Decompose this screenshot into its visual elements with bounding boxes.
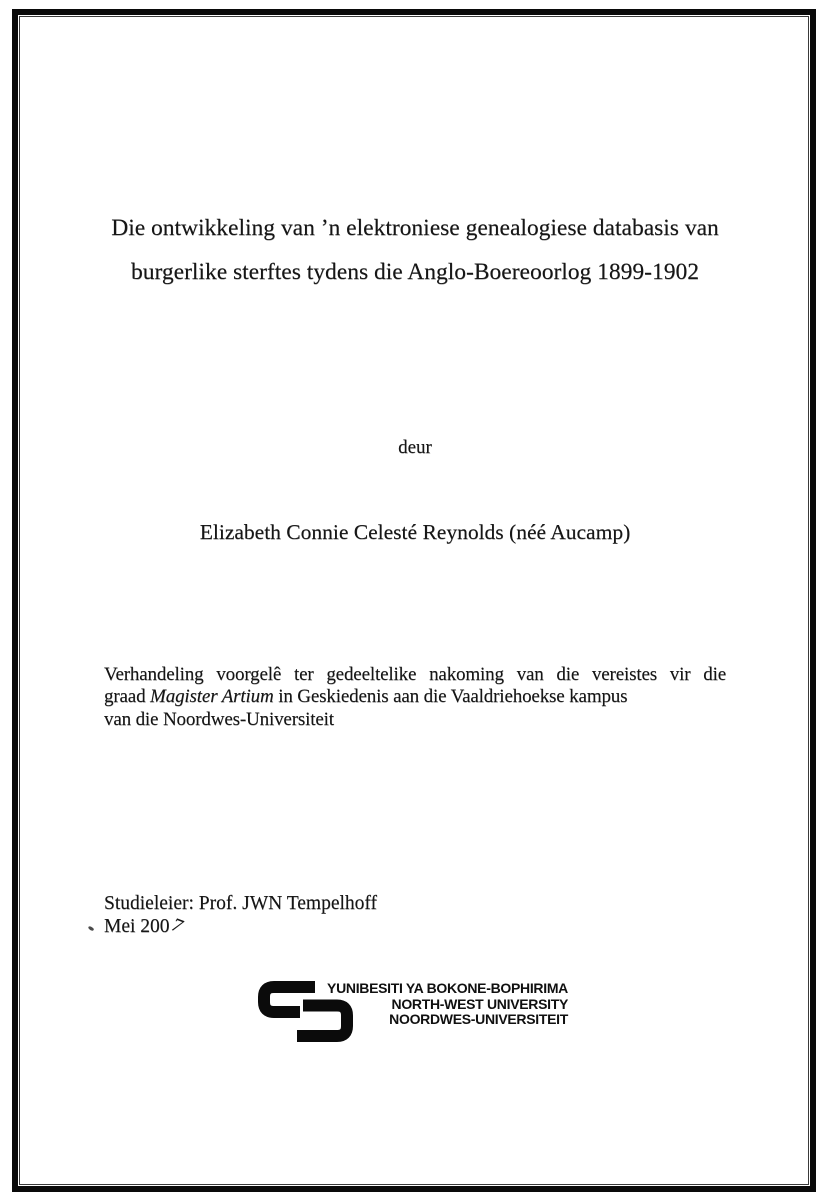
submission-statement <box>104 664 726 731</box>
date-line <box>104 916 377 939</box>
thesis-title-line2: burgerlike sterftes tydens die Anglo-Boereoorlog 1899-1902 <box>130 259 700 285</box>
supervisor-and-date <box>104 893 377 938</box>
supervisor-line: Studieleier: Prof. JWN Tempelhoff <box>104 893 378 914</box>
submission-line1: Verhandeling voorgelê ter gedeeltelike nakoming van die vereistes vir die <box>104 664 726 685</box>
university-name-afrikaans: NOORDWES-UNIVERSITEIT <box>389 1011 568 1027</box>
submission-line3: van die Noordwes-Universiteit <box>104 708 334 730</box>
university-name-lockup <box>327 981 568 1028</box>
submission-line2-suffix: in Geskiedenis aan die Vaaldriehoekse kampus <box>273 686 628 708</box>
submission-line2 <box>104 686 726 708</box>
date-last-digit-artifact: 7 <box>166 914 187 937</box>
degree-name-italic: Magister Artium <box>150 686 274 708</box>
thesis-title <box>104 206 726 294</box>
university-name-setswana: YUNIBESITI YA BOKONE-BOPHIRIMA <box>327 980 568 996</box>
author-name: Elizabeth Connie Celesté Reynolds (néé Aucamp) <box>199 520 631 544</box>
byline-label: deur <box>398 437 432 458</box>
submission-line2-prefix: graad <box>104 686 151 708</box>
university-name-english: NORTH-WEST UNIVERSITY <box>391 995 568 1012</box>
thesis-title-line1: Die ontwikkeling van ’n elektroniese genealogiese databasis van <box>111 215 719 241</box>
university-logo <box>258 977 568 1047</box>
date-prefix: Mei 200 <box>104 915 170 937</box>
